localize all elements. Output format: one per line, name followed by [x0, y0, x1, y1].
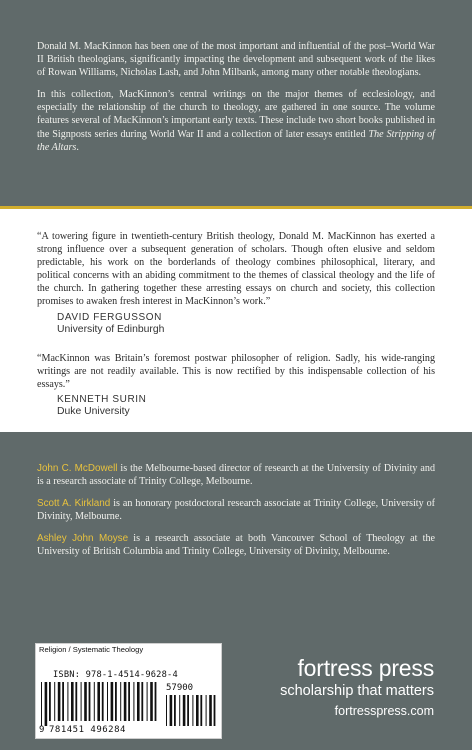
book-title-italic: The Stripping of the Altars [37, 128, 435, 153]
description-paragraph-2: In this collection, MacKinnon’s central writings on the major themes of ecclesiology, and especially the relationship of the church to theology, are gathered in one source. The volume features several of MacKinnon’s important early texts. These include two short books published in the Signposts series during World War II and a collection of later essays entitled The Stripping of the Altars. [37, 89, 435, 153]
editor-name: John C. McDowell [37, 463, 118, 474]
ean-first-digit: 9 [39, 725, 45, 735]
praise-author-name: KENNETH SURIN [57, 393, 147, 405]
publisher-url[interactable]: fortresspress.com [334, 704, 434, 718]
barcode-label [35, 643, 222, 739]
editor-bio: John C. McDowell is the Melbourne-based director of research at the University of Divinity and is a research associate of Trinity College, Melbourne. [37, 463, 436, 488]
editor-bios [0, 432, 472, 568]
publisher-name: fortress press [297, 655, 434, 681]
praise-block [37, 352, 435, 417]
ean-digits: 781451 496284 [49, 725, 126, 735]
description-paragraph-1: Donald M. MacKinnon has been one of the most important and influential of the post–World War II British theologians, significantly impacting the development and subsequent work of the likes of Rowan Williams, Nicholas Lash, and John Milbank, among many other notable theologians. [37, 41, 435, 79]
isbn-text: ISBN: 978-1-4514-9628-4 [53, 670, 178, 680]
praise-section [0, 209, 472, 432]
editor-bio: Scott A. Kirkland is an honorary postdoctoral research associate at Trinity College, University of Divinity, Melbourne. [37, 498, 436, 523]
editor-name: Ashley John Moyse [37, 533, 129, 545]
book-description [0, 0, 472, 206]
praise-quote: “A towering figure in twentieth-century British theology, Donald M. MacKinnon has exerted a strong influence over a subsequent generation of scholars. Though often elusive and seldom predictable, his work on the borderlands of theology combines philosophical, literary, and political concerns with an abiding commitment to the themes of classical theology and the life of the church. In gathering together these arresting essays on church and society, this collection promises to awaken fresh interest in MacKinnon’s work.” [37, 231, 435, 308]
publisher-tagline: scholarship that matters [280, 683, 434, 699]
price-code: 57900 [166, 683, 194, 693]
praise-author-institution: University of Edinburgh [57, 323, 165, 335]
category-label: Religion / Systematic Theology [39, 645, 144, 654]
praise-quote: “MacKinnon was Britain’s foremost postwar philosopher of religion. Sadly, his wide-ranging writings are not readily available. This is now rectified by this indispensable collection of his essays.” [37, 352, 435, 390]
praise-block [37, 230, 435, 335]
editor-bio: Ashley John Moyse is a research associate at both Vancouver School of Theology at the University of British Columbia and Trinity College, University of Divinity, Melbourne. [37, 533, 435, 558]
editor-name: Scott A. Kirkland [37, 498, 111, 510]
price-barcode [164, 695, 218, 731]
publisher-block [280, 656, 434, 719]
praise-author-institution: Duke University [57, 405, 130, 417]
ean-barcode [39, 682, 163, 726]
praise-author-name: DAVID FERGUSSON [57, 311, 162, 323]
